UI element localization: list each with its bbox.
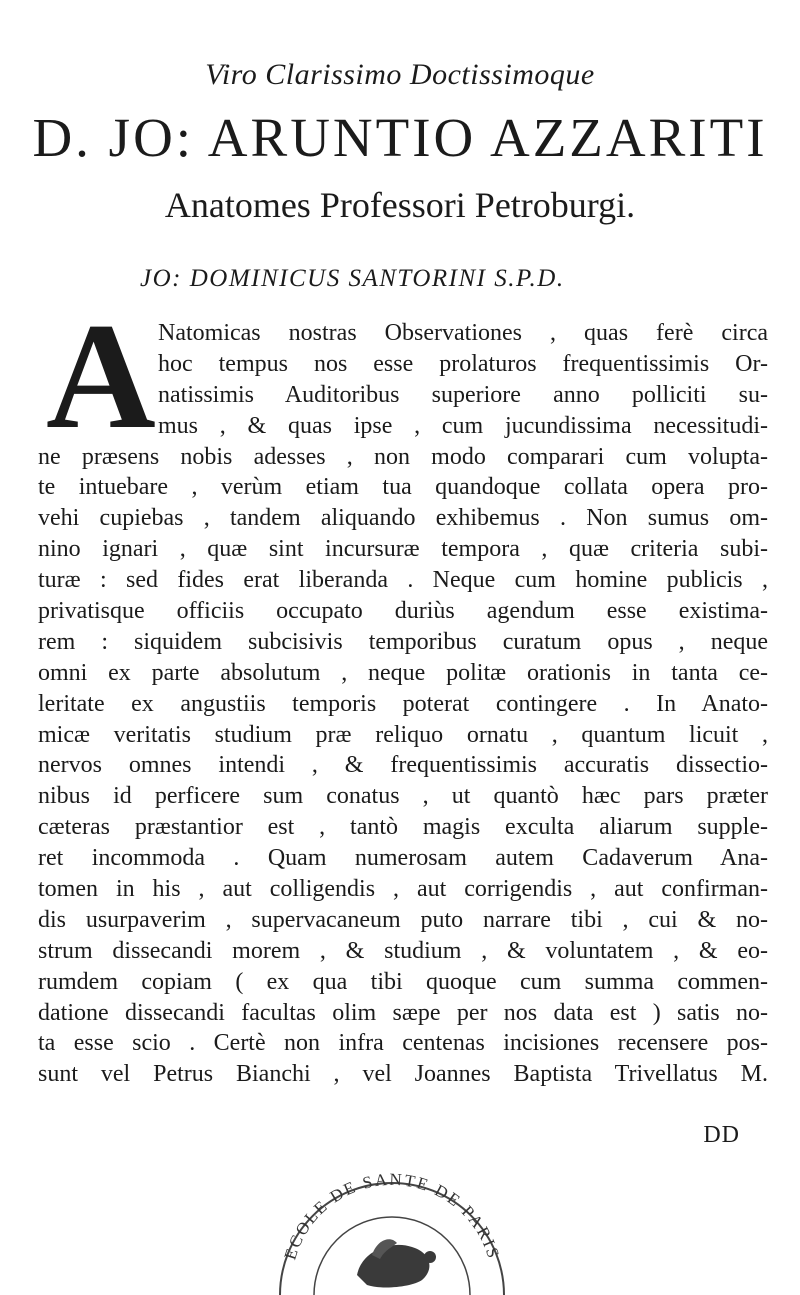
drop-cap: A — [46, 292, 156, 460]
text-line: te intuebare , verùm etiam tua quandoque collata opera pro- — [38, 474, 768, 501]
text-line: nibus id perficere sum conatus , ut quantò hæc pars præter — [38, 783, 768, 810]
stamp-emblem — [357, 1239, 436, 1287]
dedicatee-name: D. JO: ARUNTIO AZZARITI — [32, 107, 768, 168]
text-line: ne præsens nobis adesses , non modo comparari cum volupta- — [38, 443, 768, 470]
dedication-line: Viro Clarissimo Doctissimoque — [205, 58, 595, 91]
text-line: datione dissecandi facultas olim sæpe per nos data est ) satis no- — [38, 999, 768, 1026]
body-text — [38, 318, 768, 1090]
stamp-text: ECOLE DE SANTE DE PARIS — [280, 1169, 504, 1262]
library-stamp — [262, 1135, 522, 1295]
text-line: cæteras præstantior est , tantò magis exculta aliarum supple- — [38, 814, 768, 841]
text-line: leritate ex angustiis temporis poterat contingere . In Anato- — [38, 690, 768, 717]
text-line: tomen in his , aut colligendis , aut corrigendis , aut confirman- — [38, 876, 768, 903]
text-line: nervos omnes intendi , & frequentissimis accuratis dissectio- — [38, 752, 768, 779]
text-line: turæ : sed fides erat liberanda . Neque cum homine publicis , — [38, 567, 768, 594]
text-line: ta esse scio . Certè non infra centenas incisiones recensere pos- — [38, 1030, 768, 1057]
text-line: dis usurpaverim , supervacaneum puto narrare tibi , cui & no- — [38, 906, 768, 933]
text-line: micæ veritatis studium præ reliquo ornatu , quantum licuit , — [38, 721, 768, 748]
dedicatee-title: Anatomes Professori Petroburgi. — [164, 185, 636, 225]
text-line: hoc tempus nos esse prolaturos frequentissimis Or- — [158, 350, 768, 377]
text-line: vehi cupiebas , tandem aliquando exhibemus . Non sumus om- — [38, 505, 768, 532]
text-line: nino ignari , quæ sint incursuræ tempora , quæ criteria subi- — [38, 536, 768, 563]
text-line: rumdem copiam ( ex qua tibi quoque cum summa commen- — [38, 968, 768, 995]
text-line: sunt vel Petrus Bianchi , vel Joannes Baptista Trivellatus M. — [38, 1061, 768, 1088]
author-greeting: JO: DOMINICUS SANTORINI S.P.D. — [140, 265, 565, 292]
catchword: DD — [703, 1122, 740, 1148]
text-line: omni ex parte absolutum , neque politæ orationis in tanta ce- — [38, 659, 768, 686]
text-line: privatisque officiis occupato duriùs agendum esse existima- — [38, 598, 768, 625]
text-line: mus , & quas ipse , cum jucundissima necessitudi- — [158, 412, 768, 439]
text-line: rem : siquidem subcisivis temporibus curatum opus , neque — [38, 628, 768, 655]
text-line: strum dissecandi morem , & studium , & voluntatem , & eo- — [38, 937, 768, 964]
text-line: Natomicas nostras Observationes , quas ferè circa — [158, 320, 768, 346]
text-line: ret incommoda . Quam numerosam autem Cadaverum Ana- — [38, 845, 768, 872]
text-line: natissimis Auditoribus superiore anno polliciti su- — [158, 381, 768, 408]
